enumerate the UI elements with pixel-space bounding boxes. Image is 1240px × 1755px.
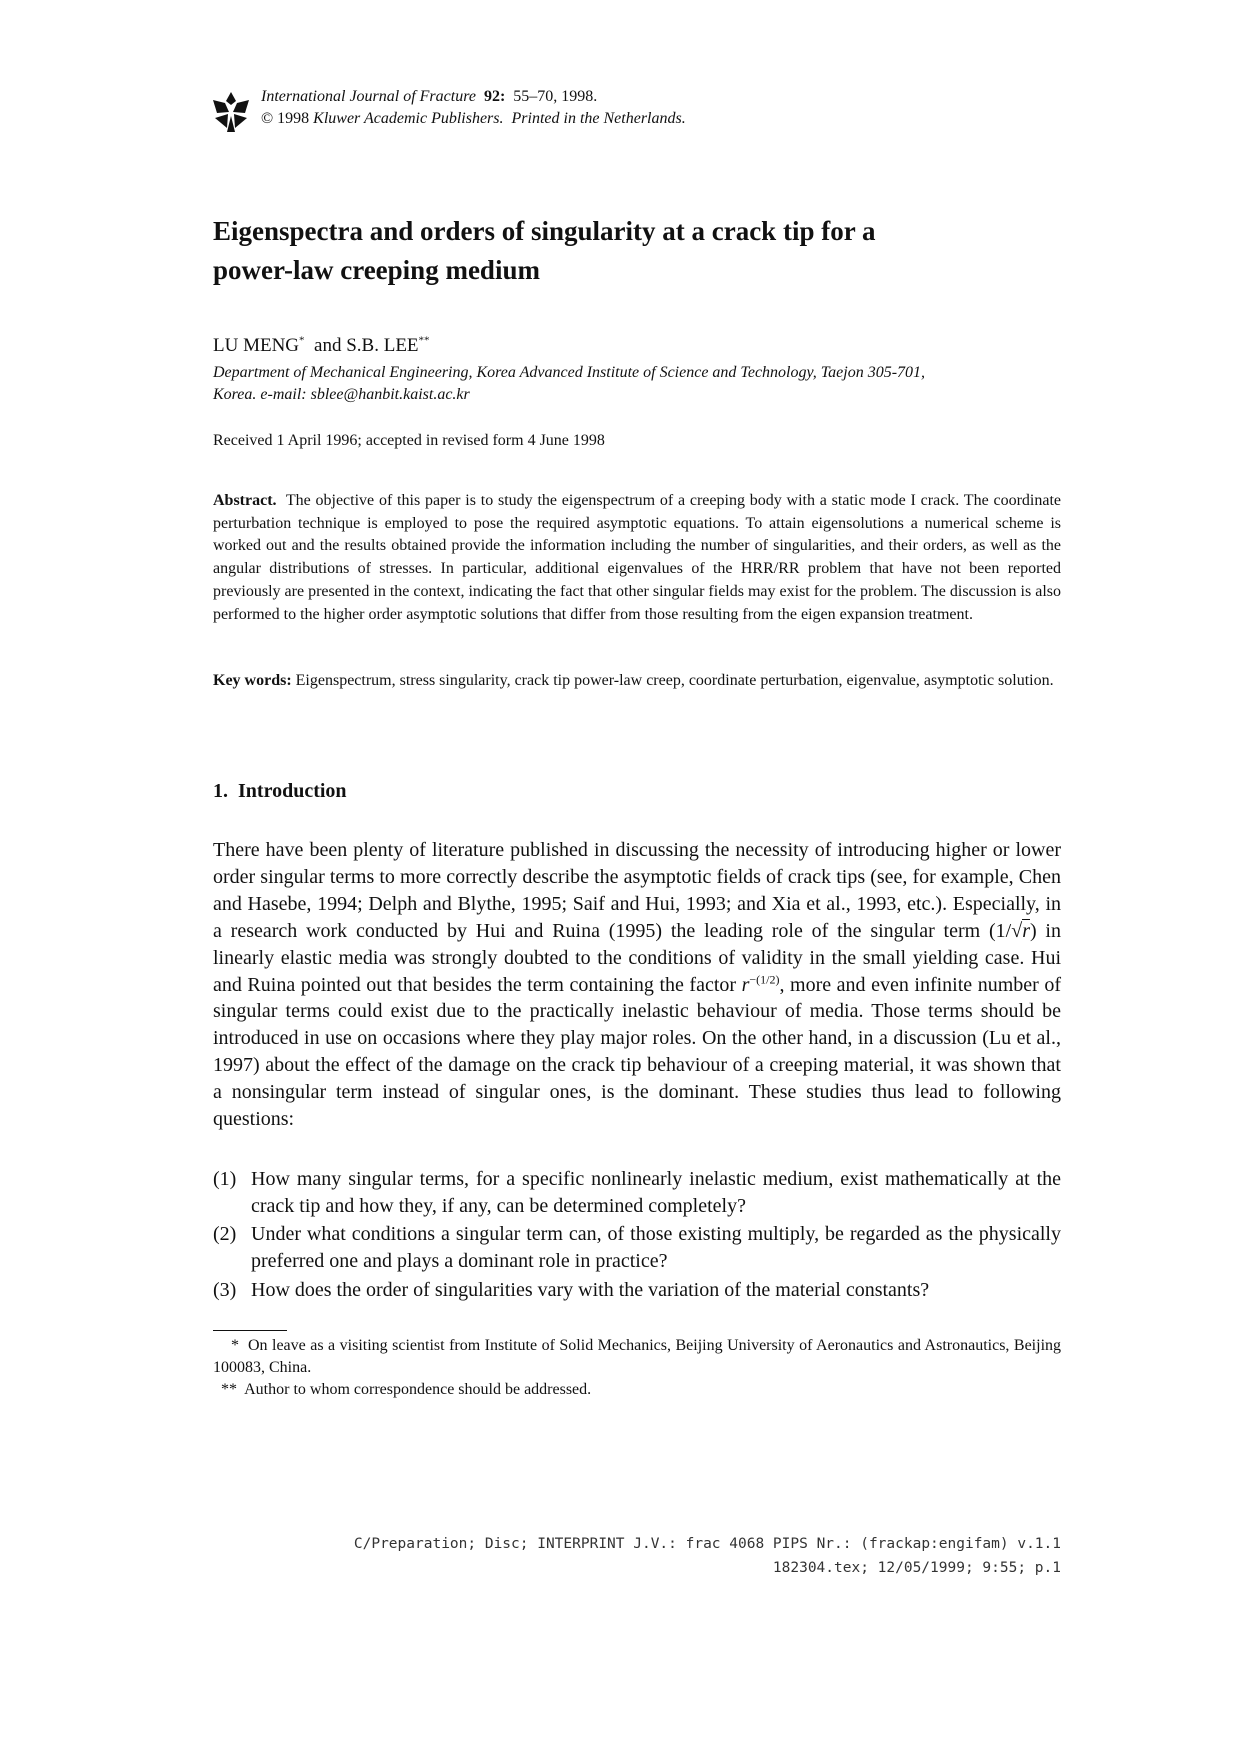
paper-title xyxy=(213,212,1061,290)
author-name: S.B. LEE xyxy=(346,335,419,356)
paragraph-text: There have been plenty of literature published in discussing the necessity of introducing higher or lower order singular terms to more correctly describe the asymptotic fields of crack tips (see, for example, Chen and Hasebe, 1994; Delph and Blythe, 1995; Saif and Hui, 1993; and Xia et al., 1993, etc.). Especially, in a research work conducted by Hui and Ruina (1995) the leading role of the singular term (1/ xyxy=(213,839,1061,942)
received-dates: Received 1 April 1996; accepted in revised form 4 June 1998 xyxy=(213,432,605,449)
question-text: How does the order of singularities vary with the variation of the material constants? xyxy=(251,1278,930,1301)
section-heading xyxy=(213,778,347,804)
copyright-year: © 1998 xyxy=(261,110,310,127)
paper-title-line2: power-law creeping medium xyxy=(213,255,540,285)
question-item xyxy=(213,1166,1061,1220)
footnote-marker: ** xyxy=(221,1381,237,1398)
author-affiliation xyxy=(213,362,1061,406)
introduction-paragraph xyxy=(213,837,1061,1133)
paper-title-line1: Eigenspectra and orders of singularity at a crack tip for a xyxy=(213,216,876,246)
journal-volume: 92: xyxy=(483,88,506,105)
affiliation-line: Korea. e-mail: sblee@hanbit.kaist.ac.kr xyxy=(213,386,470,403)
author-footnote-marker: ** xyxy=(418,334,430,347)
question-item xyxy=(213,1221,1061,1275)
question-number: (1) xyxy=(213,1168,237,1190)
question-item xyxy=(213,1277,1061,1304)
paragraph-text: ) in linearly elastic media was strongly doubted to the conditions of validity in the small yielding case. Hui and Ruina pointed out that besides the term containing the factor xyxy=(213,919,1061,996)
math-factor: r xyxy=(741,973,750,996)
abstract-text: The objective of this paper is to study the eigenspectrum of a creeping body with a static mode I crack. The coordinate perturbation technique is employed to pose the required asymptotic equations. To attain eigensolutions a numerical scheme is worked out and the results obtained provide the information including the number of singularities, and their orders, as well as the angular distributions of stresses. In particular, additional eigenvalues of the HRR/RR problem that have not been reported previously are presented in the context, indicating the fact that other singular fields may exist for the problem. The discussion is also performed to the higher order asymptotic solutions that differ from those resulting from the eigen expansion treatment. xyxy=(213,492,1061,623)
question-list xyxy=(213,1166,1061,1305)
abstract-label: Abstract. xyxy=(213,492,277,509)
footnote-marker: * xyxy=(230,1337,239,1354)
section-title: Introduction xyxy=(238,780,347,802)
question-number: (3) xyxy=(213,1278,237,1301)
footnote-rule xyxy=(213,1330,287,1331)
footnote-text: On leave as a visiting scientist from Institute of Solid Mechanics, Beijing University of Aeronautics and Astronautics, Beijing 100083, China. xyxy=(213,1337,1062,1376)
abstract xyxy=(213,490,1061,626)
publisher-name: Kluwer Academic Publishers. xyxy=(313,110,504,127)
keywords-label: Key words: xyxy=(213,672,292,689)
imprint-line: C/Preparation; Disc; INTERPRINT J.V.: frac 4068 PIPS Nr.: (frackap:engifam) v.1.1 xyxy=(353,1536,1061,1552)
imprint-line: 182304.tex; 12/05/1999; 9:55; p.1 xyxy=(772,1560,1061,1576)
affiliation-line: Department of Mechanical Engineering, Korea Advanced Institute of Science and Technology, Taejon 305-701, xyxy=(213,364,926,381)
imprint-info xyxy=(354,1532,1061,1580)
printed-location: Printed in the Netherlands. xyxy=(511,110,686,127)
author-list xyxy=(213,334,430,358)
math-exponent: −(1/2) xyxy=(749,971,780,986)
footnote-text: Author to whom correspondence should be addressed. xyxy=(244,1381,592,1398)
footnote xyxy=(213,1335,1061,1379)
journal-pages: 55–70, 1998. xyxy=(513,88,598,105)
journal-citation xyxy=(261,86,686,130)
footnote xyxy=(213,1379,1061,1401)
journal-header xyxy=(213,86,1061,136)
journal-name: International Journal of Fracture xyxy=(261,88,476,105)
keywords xyxy=(213,670,1061,693)
publisher-logo-icon xyxy=(213,92,249,132)
author-footnote-marker: * xyxy=(299,334,305,347)
question-number: (2) xyxy=(213,1223,237,1246)
keywords-text: Eigenspectrum, stress singularity, crack tip power-law creep, coordinate perturbation, eigenvalue, asymptotic solution. xyxy=(295,672,1054,689)
sqrt-symbol: √ xyxy=(1011,919,1023,942)
question-text: Under what conditions a singular term can, of those existing multiply, be regarded as the physically preferred one and plays a dominant role in practice? xyxy=(251,1223,1061,1273)
section-number: 1. xyxy=(213,780,228,802)
question-text: How many singular terms, for a specific nonlinearly inelastic medium, exist mathematically at the crack tip and how they, if any, can be determined completely? xyxy=(251,1168,1061,1217)
paragraph-text: , more and even infinite number of singular terms could exist due to the practically inelastic behaviour of media. Those terms should be introduced in use on occasions where they play major roles. On the other hand, in a discussion (Lu et al., 1997) about the effect of the damage on the crack tip behaviour of a creeping material, it was shown that a nonsingular term instead of singular ones, is the dominant. These studies thus lead to following questions: xyxy=(213,973,1061,1131)
sqrt-argument: r xyxy=(1022,919,1030,942)
author-conjunction: and xyxy=(314,335,342,356)
author-name: LU MENG xyxy=(213,335,300,356)
footnotes xyxy=(213,1335,1061,1401)
